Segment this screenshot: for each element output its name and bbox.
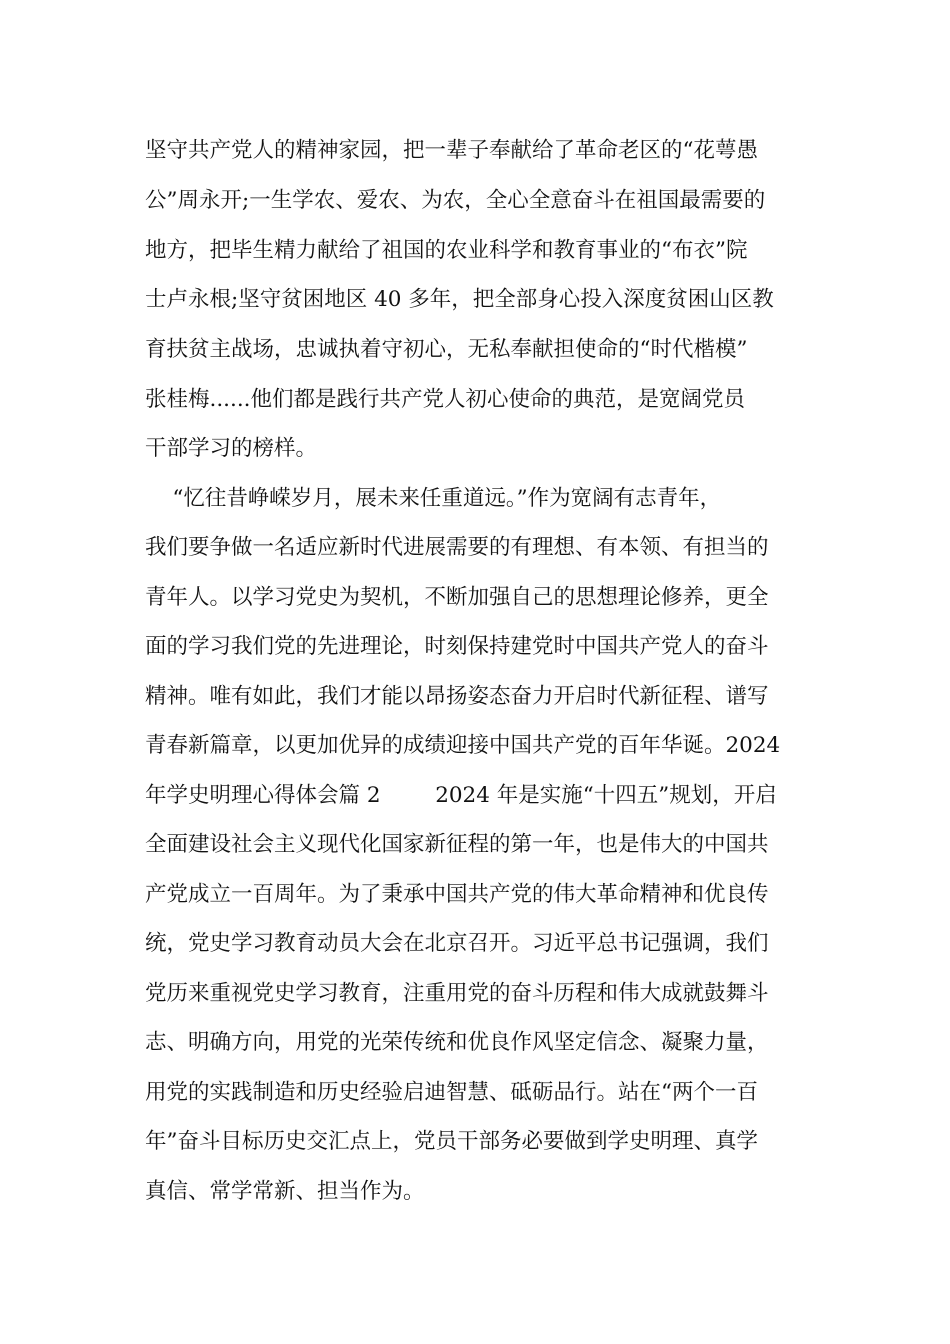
text-line: 精神。唯有如此，我们才能以昂扬姿态奋力开启时代新征程、谱写	[145, 684, 769, 709]
text-line: 我们要争做一名适应新时代进展需要的有理想、有本领、有担当的	[145, 535, 769, 560]
text-line: 公”周永开;一生学农、爱农、为农，全心全意奋斗在祖国最需要的	[145, 188, 766, 213]
text-line: 志、明确方向，用党的光荣传统和优良作风坚定信念、凝聚力量，	[145, 1030, 769, 1055]
text-line: 地方，把毕生精力献给了祖国的农业科学和教育事业的“布衣”院	[145, 238, 748, 263]
text-line: 统，党史学习教育动员大会在北京召开。习近平总书记强调，我们	[145, 931, 769, 956]
text-line: 青春新篇章，以更加优异的成绩迎接中国共产党的百年华诞。2024	[145, 733, 781, 758]
text-line: 面的学习我们党的先进理论，时刻保持建党时中国共产党人的奋斗	[145, 634, 769, 659]
text-line: 真信、常学常新、担当作为。	[145, 1179, 425, 1204]
text-line: 张桂梅......他们都是践行共产党人初心使命的典范，是宽阔党员	[145, 387, 746, 412]
text-line: 年”奋斗目标历史交汇点上，党员干部务必要做到学史明理、真学	[145, 1129, 758, 1154]
text-line: “忆往昔峥嵘岁月，展未来任重道远。”作为宽阔有志青年，	[145, 486, 722, 511]
text-line: 士卢永根;坚守贫困地区 40 多年，把全部身心投入深度贫困山区教	[145, 287, 774, 312]
text-line: 青年人。以学习党史为契机，不断加强自己的思想理论修养，更全	[145, 585, 769, 610]
text-line: 坚守共产党人的精神家园，把一辈子奉献给了革命老区的“花萼愚	[145, 138, 758, 163]
text-line: 全面建设社会主义现代化国家新征程的第一年，也是伟大的中国共	[145, 832, 769, 857]
text-line: 育扶贫主战场，忠诚执着守初心，无私奉献担使命的“时代楷模”	[145, 337, 748, 362]
text-line: 产党成立一百周年。为了秉承中国共产党的伟大革命精神和优良传	[145, 882, 769, 907]
text-line: 用党的实践制造和历史经验启迪智慧、砥砺品行。站在“两个一百	[145, 1080, 758, 1105]
text-line: 年学史明理心得体会篇 2 2024 年是实施“十四五”规划，开启	[145, 783, 777, 808]
text-line: 干部学习的榜样。	[145, 436, 318, 461]
text-line: 党历来重视党史学习教育，注重用党的奋斗历程和伟大成就鼓舞斗	[145, 981, 769, 1006]
